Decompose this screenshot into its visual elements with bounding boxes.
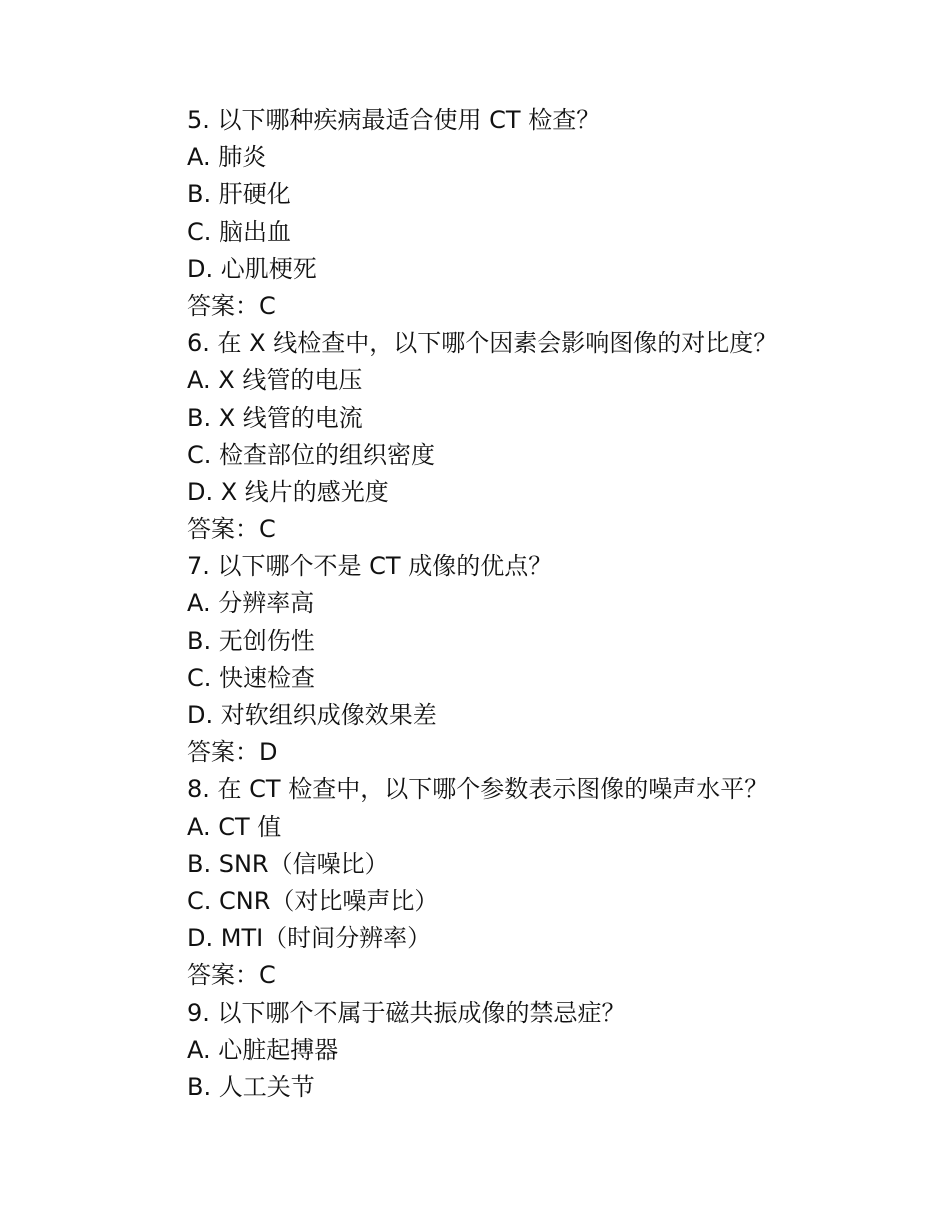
- question-stem: 5. 以下哪种疾病最适合使用 CT 检查？: [187, 106, 601, 134]
- question-stem: 8. 在 CT 检查中，以下哪个参数表示图像的噪声水平？: [187, 775, 769, 804]
- option-b: B. 肝硬化: [187, 180, 291, 209]
- question-list: [187, 102, 887, 1106]
- option-a: A. 分辨率高: [187, 589, 315, 618]
- question-8: [187, 771, 887, 994]
- answer: 答案：D: [187, 738, 278, 767]
- option-b: B. 人工关节: [187, 1072, 315, 1101]
- question-stem: 9. 以下哪个不属于磁共振成像的禁忌症？: [187, 998, 626, 1027]
- option-d: D. X 线片的感光度: [187, 477, 389, 506]
- answer: 答案：C: [187, 515, 276, 544]
- option-b: B. X 线管的电流: [187, 403, 363, 432]
- option-d: D. 对软组织成像效果差: [187, 701, 437, 729]
- option-c: C. CNR（对比噪声比）: [187, 886, 439, 915]
- option-c: C. 检查部位的组织密度: [187, 440, 436, 469]
- option-a: A. CT 值: [187, 812, 282, 841]
- question-5: [187, 102, 887, 325]
- answer: 答案：C: [187, 961, 276, 990]
- question-stem: 7. 以下哪个不是 CT 成像的优点？: [187, 552, 553, 581]
- question-7: [187, 548, 887, 771]
- option-d: D. MTI（时间分辨率）: [187, 924, 432, 953]
- option-a: A. 肺炎: [187, 143, 267, 172]
- option-d: D. 心肌梗死: [187, 254, 317, 283]
- option-b: B. 无创伤性: [187, 626, 315, 655]
- answer: 答案：C: [187, 291, 276, 320]
- option-c: C. 脑出血: [187, 217, 292, 246]
- option-a: A. X 线管的电压: [187, 366, 363, 395]
- question-9: [187, 995, 887, 1107]
- option-a: A. 心脏起搏器: [187, 1035, 339, 1064]
- question-stem: 6. 在 X 线检查中，以下哪个因素会影响图像的对比度？: [187, 329, 778, 358]
- option-b: B. SNR（信噪比）: [187, 849, 389, 878]
- question-6: [187, 325, 887, 548]
- option-c: C. 快速检查: [187, 663, 316, 692]
